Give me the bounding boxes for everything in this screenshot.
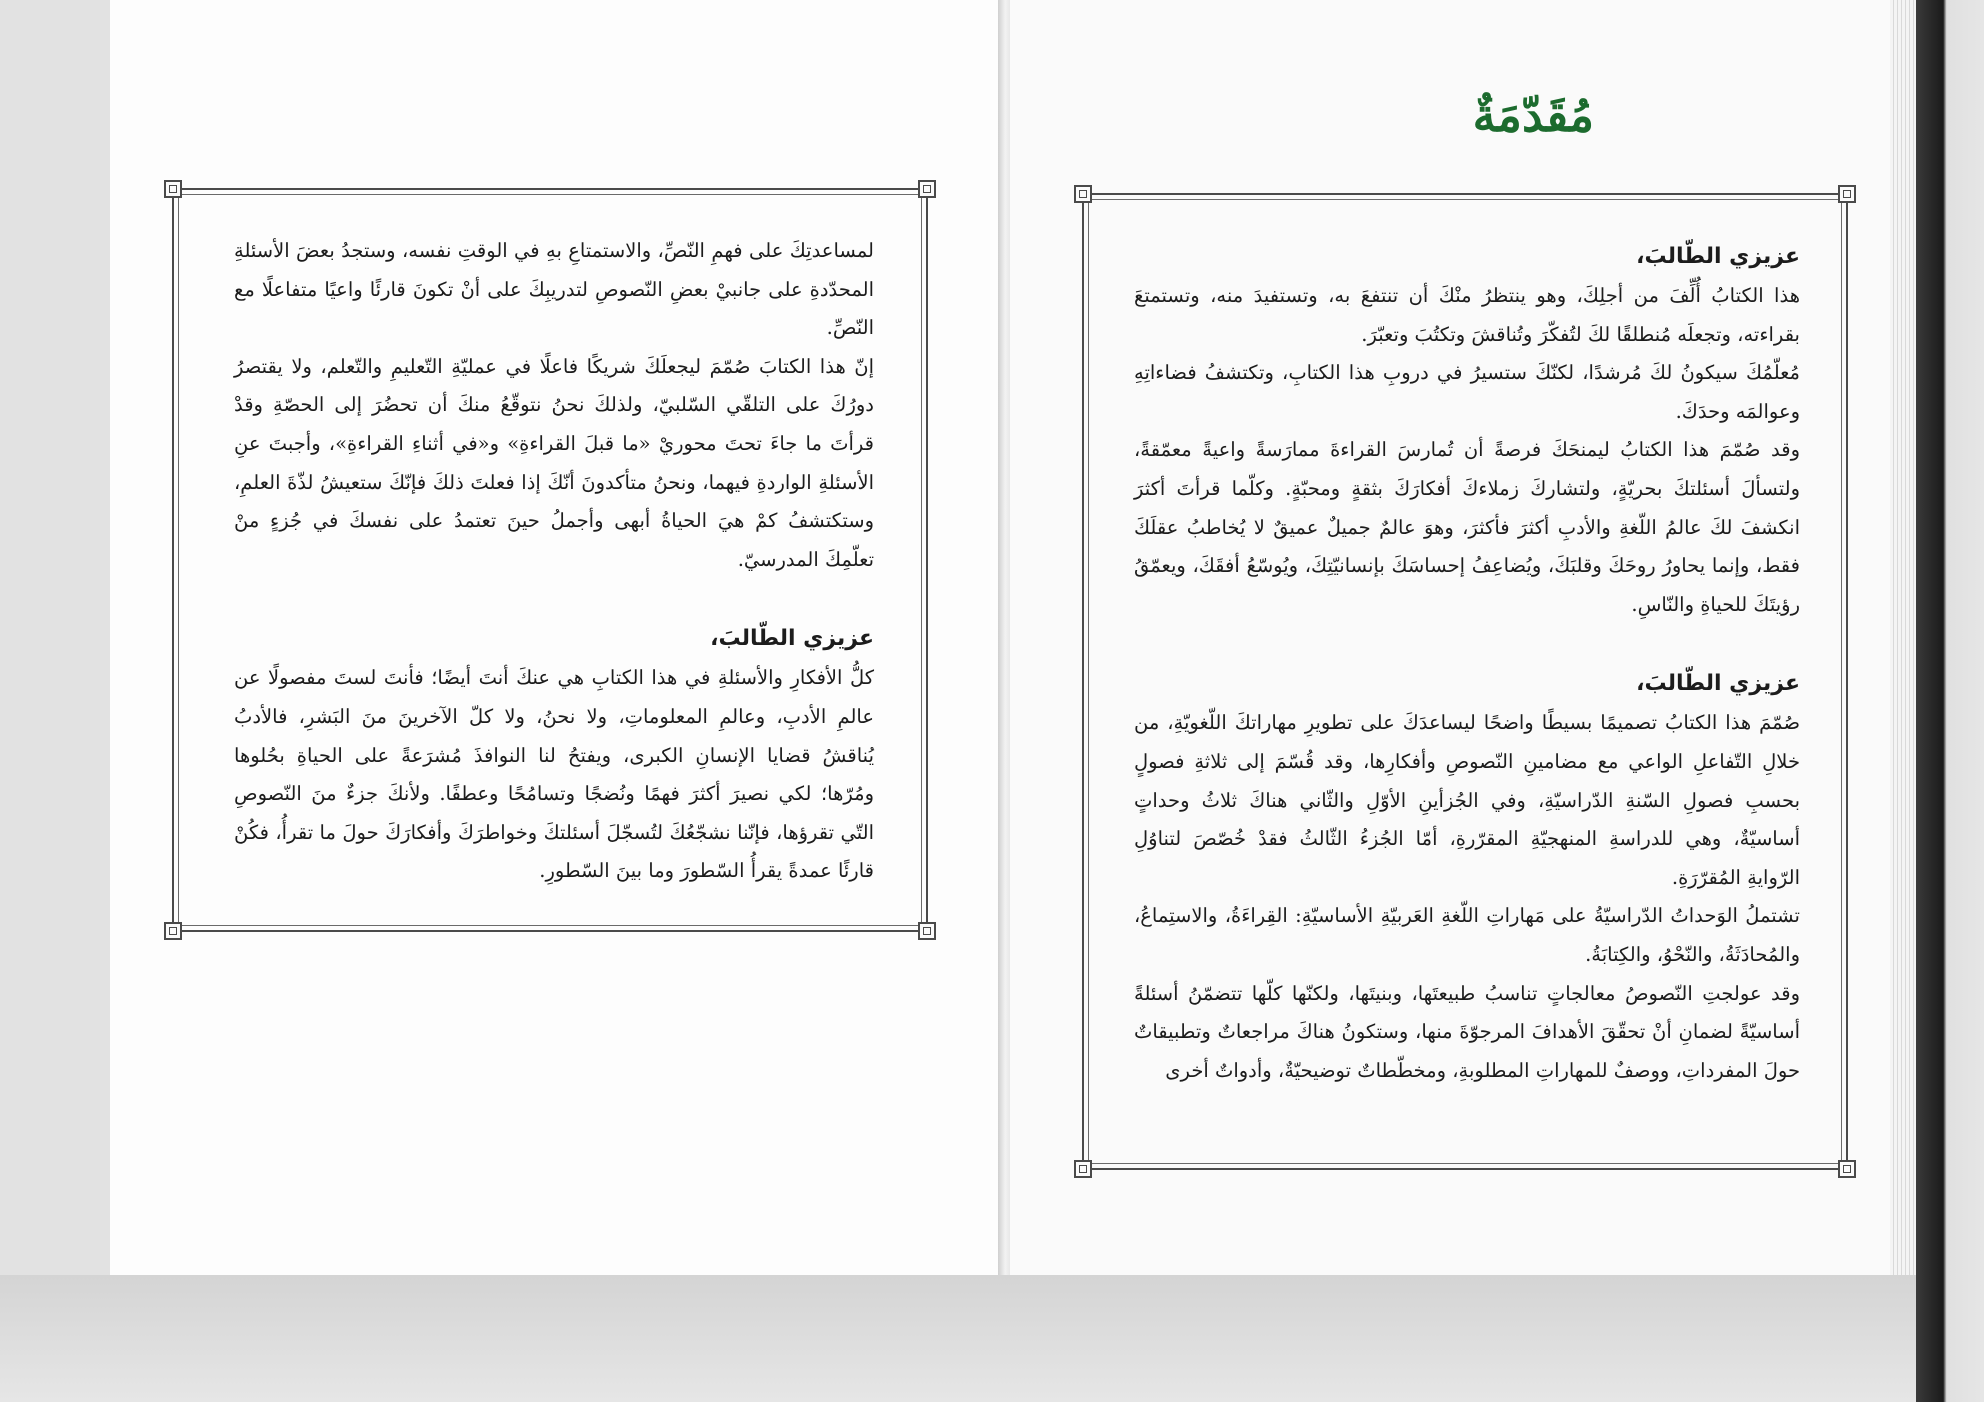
paragraph: تشتملُ الوَحداتُ الدّراسيّةُ على مَهاراتِ اللّغةِ العَربيّةِ الأساسيّةِ: القِراءَةُ، والاستِماعُ، والمُحادَثَةُ، والنّحْوُ، والكِتابَةُ. bbox=[1134, 904, 1800, 966]
section-greeting: عزيزي الطّالبَ، bbox=[1636, 671, 1800, 697]
frame-corner-ornament bbox=[918, 180, 936, 198]
frame-corner-ornament bbox=[918, 922, 936, 940]
left-page-text bbox=[234, 232, 874, 891]
left-page bbox=[110, 0, 998, 1275]
frame-corner-ornament bbox=[164, 922, 182, 940]
frame-corner-ornament bbox=[1074, 1160, 1092, 1178]
paragraph: مُعلّمُكَ سيكونُ لكَ مُرشدًا، لكنّكَ ستسيرُ في دروبِ هذا الكتابِ، وتكتشفُ فضاءاتِهِ وعوالمَه وحدَكَ. bbox=[1134, 361, 1800, 423]
page-title: مُقَدّمَةٌ bbox=[1472, 88, 1594, 142]
paragraph: وقد صُمّمَ هذا الكتابُ ليمنحَكَ فرصةً أن تُمارسَ القراءةَ ممارَسةً واعيةً معمّقةً، ولتسألَ أسئلتكَ بحريّةٍ، ولتشاركَ زملاءكَ أفكارَكَ بثقةٍ ومحبّةٍ. وكلّما قرأتَ أكثرَ انكشفَ لكَ عالمُ اللّغةِ والأدبِ أكثرَ فأكثرَ، وهوَ عالمٌ جميلٌ عميقٌ لا يُخاطبُ عقلَكَ فقط، وإنما يحاورُ روحَكَ وقلبَكَ، ويُضاعِفُ إحساسَكَ بإنسانيّتِكَ، ويُوسّعُ أفقَكَ، ويعمّقُ رؤيتَكَ للحياةِ والنّاسِ. bbox=[1134, 438, 1800, 616]
paragraph: كلُّ الأفكارِ والأسئلةِ في هذا الكتابِ هي عنكَ أنتَ أيضًا؛ فأنتَ لستَ مفصولًا عن عالمِ الأدبِ، وعالمِ المعلوماتِ، ولا نحنُ، ولا كلّ الآخرينَ منَ البَشرِ، فالأدبُ يُناقشُ قضايا الإنسانِ الكبرى، ويفتحُ لنا النوافذَ مُشرَعةً على الحياةِ بحُلوها ومُرّها؛ لكي نصيرَ أكثرَ فهمًا ونُضجًا وتسامُحًا وعطفًا. ولأنكَ جزءٌ منَ النّصوصِ التّي تقرؤها، فإنّنا نشجّعُكَ لتُسجّلَ أسئلتكَ وخواطرَكَ وأفكارَكَ حولَ ما تقرأُ، فكُنْ قارئًا عمدةً يقرأُ السّطورَ وما بينَ السّطورِ. bbox=[234, 666, 874, 883]
frame-corner-ornament bbox=[1838, 185, 1856, 203]
left-page-frame bbox=[172, 188, 928, 932]
paragraph: إنّ هذا الكتابَ صُمّمَ ليجعلَكَ شريكًا فاعلًا في عمليّةِ التّعليمِ والتّعلم، ولا يقتصرُ دورُكَ على التلقّي السّلبيّ، ولذلكَ نحنُ نتوقّعُ منكَ أن تحضُرَ إلى الحصّةِ وقدْ قرأتَ ما جاءَ تحتَ محوريْ «ما قبلَ القراءةِ» و«في أثناءِ القراءةِ»، وأجبتَ عنِ الأسئلةِ الواردةِ فيهما، ونحنُ متأكدونَ أنّكَ إذا فعلتَ ذلكَ فإنّكَ ستعيشُ لذّةَ العلمِ، وستكتشفُ كمْ هيَ الحياةُ أبهى وأجملُ حينَ تعتمدُ على نفسكَ في جُزءٍ منْ تعلّمِكَ المدرسيّ. bbox=[234, 354, 874, 571]
right-page bbox=[1010, 0, 1890, 1275]
page-edges bbox=[1890, 0, 1916, 1275]
right-page-frame bbox=[1082, 193, 1848, 1170]
paragraph: هذا الكتابُ أُلِّفَ من أجلِكَ، وهو ينتظرُ منْكَ أن تنتفعَ به، وتستفيدَ منه، وتستمتعَ بقراءته، وتجعلَه مُنطلقًا لكَ لتُفكّرَ وتُناقشَ وتكتُبَ وتعبّرَ. bbox=[1134, 284, 1800, 346]
frame-corner-ornament bbox=[1838, 1160, 1856, 1178]
section-greeting: عزيزي الطّالبَ، bbox=[1636, 244, 1800, 269]
scanner-bed bbox=[0, 1275, 1916, 1402]
frame-corner-ornament bbox=[164, 180, 182, 198]
section-greeting: عزيزي الطّالبَ، bbox=[710, 626, 874, 652]
book-gutter bbox=[998, 0, 1010, 1275]
right-page-text bbox=[1134, 237, 1800, 1090]
paragraph: صُمّمَ هذا الكتابُ تصميمًا بسيطًا واضحًا ليساعدَكَ على تطويرِ مهاراتكَ اللّغويّةِ، من خلالِ التّفاعلِ الواعي مع مضامينِ النّصوصِ وأفكارِها، وقد قُسّمَ إلى ثلاثةِ فصولٍ بحسبِ فصولِ السّنةِ الدّراسيّةِ، وفي الجُزأينِ الأوّلِ والثّاني هناكَ ثلاثُ وحداتٍ أساسيّةٌ، وهي للدراسةِ المنهجيّةِ المقرّرةِ، أمّا الجُزءُ الثّالثُ فقدْ خُصّصَ لتناوُلِ الرّوايةِ المُقرّرَةِ. bbox=[1134, 711, 1800, 889]
paragraph: وقد عولجتِ النّصوصُ معالجاتٍ تناسبُ طبيعتَها، وبنيتَها، ولكنّها كلّها تتضمّنُ أسئلةً أساسيّةً لضمانِ أنْ تحقّقَ الأهدافَ المرجوّةَ منها، وستكونُ هناكَ مراجعاتٌ وتطبيقاتٌ حولَ المفرداتِ، ووصفٌ للمهاراتِ المطلوبةِ، ومخطّطاتٌ توضيحيّةٌ، وأدواتٌ أخرى bbox=[1134, 981, 1800, 1082]
frame-corner-ornament bbox=[1074, 185, 1092, 203]
paragraph: لمساعدتِكَ على فهمِ النّصِّ، والاستمتاعِ بهِ في الوقتِ نفسه، وستجدُ بعضَ الأسئلةِ المحدّدةِ على جانبيْ بعضِ النّصوصِ لتدريبِكَ على أنْ تكونَ قارئًا واعيًا متفاعلًا مع النّصِّ. bbox=[234, 239, 874, 340]
scanner-edge bbox=[1916, 0, 1984, 1402]
